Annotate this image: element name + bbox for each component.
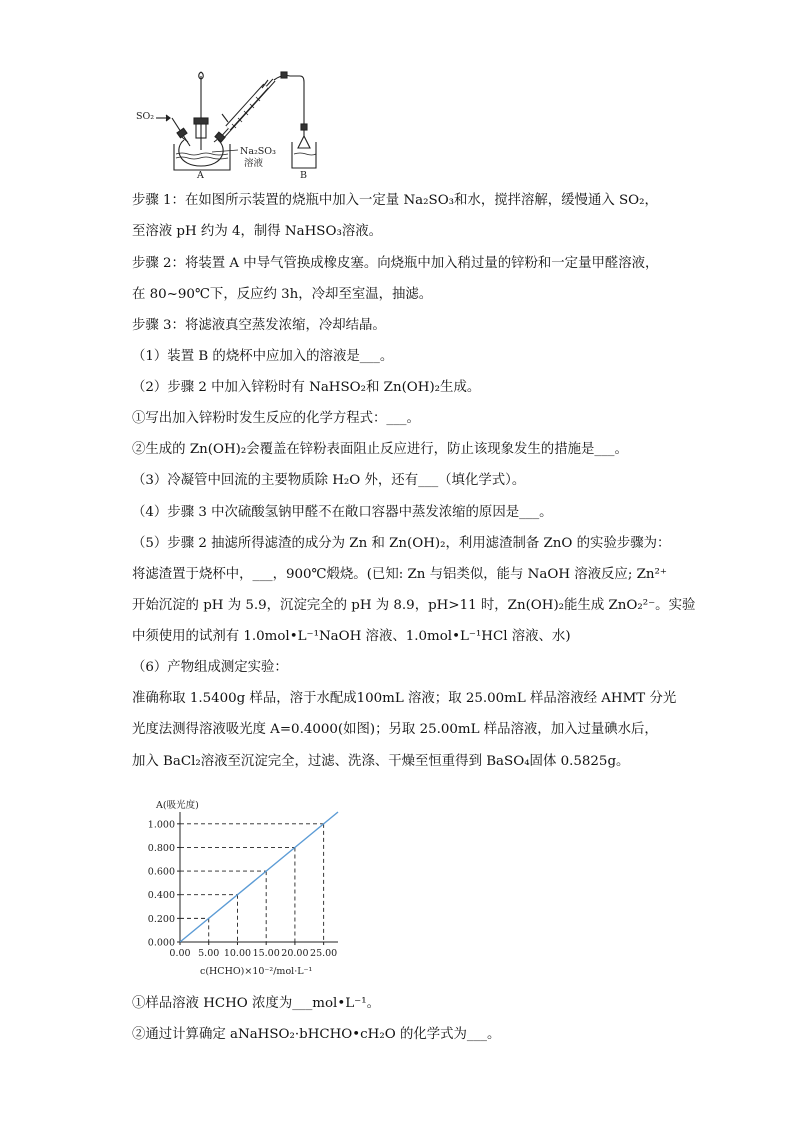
question-5-line1: （5）步骤 2 抽滤所得滤渣的成分为 Zn 和 Zn(OH)₂，利用滤渣制备 ZnO 的实验步骤为： xyxy=(132,536,671,551)
x-tick-label-5: 25.00 xyxy=(310,948,338,959)
label-b: B xyxy=(300,170,307,178)
x-tick-label-4: 20.00 xyxy=(281,948,309,959)
question-2-1: ①写出加入锌粉时发生反应的化学方程式：___。 xyxy=(132,411,420,426)
y-axis-label: A(吸光度) xyxy=(156,800,199,811)
question-1: （1）装置 B 的烧杯中应加入的溶液是___。 xyxy=(132,349,394,364)
question-2-2: ②生成的 Zn(OH)₂会覆盖在锌粉表面阻止反应进行，防止该现象发生的措施是___。 xyxy=(132,442,628,457)
question-5-line4: 中须使用的试剂有 1.0mol•L⁻¹NaOH 溶液、1.0mol•L⁻¹HCl 溶液、水) xyxy=(132,629,571,644)
y-tick-label-1: 0.200 xyxy=(147,913,175,925)
y-tick-label-0: 0.000 xyxy=(147,937,175,949)
question-6-2: ②通过计算确定 aNaHSO₂·bHCHO•cH₂O 的化学式为___。 xyxy=(132,1027,501,1042)
y-tick-label-2: 0.400 xyxy=(147,890,175,902)
label-a: A xyxy=(197,170,204,178)
question-2: （2）步骤 2 中加入锌粉时有 NaHSO₂和 Zn(OH)₂生成。 xyxy=(132,380,481,395)
step1-line2: 至溶液 pH 约为 4，制得 NaHSO₃溶液。 xyxy=(132,224,382,239)
question-5-line2: 将滤渣置于烧杯中，___，900℃煅烧。(已知: Zn 与铝类似，能与 NaOH 溶液反应; Zn²⁺ xyxy=(132,567,667,582)
question-6: （6）产物组成测定实验： xyxy=(132,660,288,675)
x-tick-label-3: 15.00 xyxy=(252,948,280,959)
y-tick-label-5: 1.000 xyxy=(147,819,175,831)
question-6-line2: 光度法测得溶液吸光度 A=0.4000(如图)；另取 25.00mL 样品溶液，加入过量碘水后， xyxy=(132,722,658,737)
question-6-1: ①样品溶液 HCHO 浓度为___mol•L⁻¹。 xyxy=(132,996,380,1011)
y-tick-label-4: 0.800 xyxy=(147,842,175,854)
step2-line2: 在 80~90℃下，反应约 3h，冷却至室温，抽滤。 xyxy=(132,287,433,302)
x-tick-label-0: 0.00 xyxy=(169,948,191,959)
y-tick-label-3: 0.600 xyxy=(147,866,175,878)
question-4: （4）步骤 3 中次硫酸氢钠甲醛不在敞口容器中蒸发浓缩的原因是___。 xyxy=(132,505,553,520)
apparatus-diagram xyxy=(134,66,334,178)
x-tick-label-2: 10.00 xyxy=(223,948,252,959)
so2-label: SO₂ xyxy=(136,111,155,122)
question-6-line3: 加入 BaCl₂溶液至沉淀完全，过滤、洗涤、干燥至恒重得到 BaSO₄固体 0.5825g。 xyxy=(132,754,630,769)
step3-line: 步骤 3：将滤液真空蒸发浓缩，冷却结晶。 xyxy=(132,318,386,333)
x-tick-label-1: 5.00 xyxy=(198,948,220,959)
x-axis-label: c(HCHO)×10⁻²/mol·L⁻¹ xyxy=(200,966,313,977)
step2-line1: 步骤 2：将装置 A 中导气管换成橡皮塞。向烧瓶中加入稍过量的锌粉和一定量甲醛溶液， xyxy=(132,256,659,271)
absorbance-chart xyxy=(142,796,362,980)
flask-stopper xyxy=(194,118,208,124)
question-3: （3）冷凝管中回流的主要物质除 H₂O 外，还有___（填化学式）。 xyxy=(132,473,526,488)
question-5-line3: 开始沉淀的 pH 为 5.9，沉淀完全的 pH 为 8.9，pH>11 时，Zn(OH)₂能生成 ZnO₂²⁻。实验 xyxy=(132,598,696,613)
solution-label: 溶液 xyxy=(244,158,264,169)
series-line-0 xyxy=(180,812,338,942)
na2so3-label: Na₂SO₃ xyxy=(240,146,276,157)
question-6-line1: 准确称取 1.5400g 样品，溶于水配成100mL 溶液；取 25.00mL 样品溶液经 AHMT 分光 xyxy=(132,691,677,706)
step1-line1: 步骤 1：在如图所示装置的烧瓶中加入一定量 Na₂SO₃和水，搅拌溶解，缓慢通入 SO₂， xyxy=(132,193,658,208)
